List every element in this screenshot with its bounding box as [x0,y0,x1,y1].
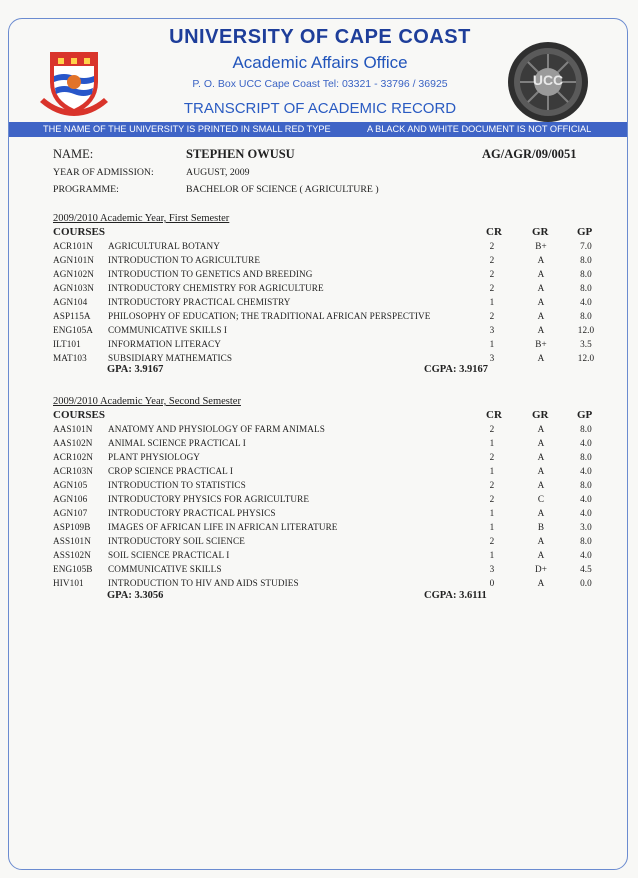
course-grade-point: 8.0 [580,424,592,434]
course-grade-point: 12.0 [577,353,595,363]
course-credit: 2 [489,452,495,462]
course-title: INTRODUCTORY PHYSICS FOR AGRICULTURE [108,494,310,504]
cr-header-2: CR [486,409,502,421]
student-id: AG/AGR/09/0051 [482,147,577,161]
course-title: AGRICULTURAL BOTANY [108,241,221,251]
course-grade: A [537,480,545,490]
course-credit: 2 [489,283,495,293]
course-grade-point: 4.0 [580,494,592,504]
course-title: CROP SCIENCE PRACTICAL I [108,466,233,476]
course-credit: 1 [489,508,495,518]
course-grade: A [537,297,545,307]
course-title: INTRODUCTION TO AGRICULTURE [108,255,261,265]
course-credit: 2 [489,536,495,546]
course-title: INTRODUCTION TO GENETICS AND BREEDING [108,269,313,279]
course-credit: 3 [489,564,495,574]
course-grade-point: 4.0 [580,438,592,448]
course-title: INTRODUCTION TO STATISTICS [108,480,246,490]
course-grade: B+ [535,339,547,349]
course-grade: C [537,494,545,504]
course-grade-point: 8.0 [580,311,592,321]
course-title: INTRODUCTORY CHEMISTRY FOR AGRICULTURE [108,283,324,293]
course-grade-point: 8.0 [580,255,592,265]
office-name: Academic Affairs Office [232,53,408,72]
course-credit: 1 [489,522,495,532]
course-grade: B+ [535,241,547,251]
course-code: AAS101N [53,424,93,434]
course-grade-point: 8.0 [580,283,592,293]
security-banner [9,122,627,137]
course-title: INFORMATION LITERACY [108,339,222,349]
course-grade: A [537,508,545,518]
course-grade: A [537,325,545,335]
course-credit: 1 [489,297,495,307]
course-grade: A [537,466,545,476]
course-grade-point: 8.0 [580,452,592,462]
gp-header-2: GP [577,409,593,421]
course-title: ANATOMY AND PHYSIOLOGY OF FARM ANIMALS [108,424,325,434]
course-grade: D+ [534,564,548,574]
admission-value: AUGUST, 2009 [186,167,250,178]
university-name: UNIVERSITY OF CAPE COAST [169,26,471,48]
course-grade-point: 0.0 [580,578,592,588]
name-label: NAME: [53,147,94,161]
course-title: COMMUNICATIVE SKILLS [108,564,222,574]
semester-1-gpa: GPA: 3.9167 [107,364,164,375]
course-grade-point: 3.5 [580,339,592,349]
semester-2-title: 2009/2010 Academic Year, Second Semester [53,396,241,407]
course-grade-point: 4.0 [580,508,592,518]
university-crest-logo [36,42,112,118]
course-grade: A [537,452,545,462]
course-grade: B [537,522,545,532]
course-grade: A [537,536,545,546]
course-title: INTRODUCTION TO HIV AND AIDS STUDIES [108,578,299,588]
course-title: INTRODUCTORY PRACTICAL CHEMISTRY [108,297,291,307]
course-credit: 2 [489,480,495,490]
student-name: STEPHEN OWUSU [186,147,295,161]
course-code: ASP115A [53,311,91,321]
course-code: ILT101 [53,339,81,349]
programme-value: BACHELOR OF SCIENCE ( AGRICULTURE ) [186,184,379,195]
gp-header: GP [577,226,593,238]
course-title: INTRODUCTORY SOIL SCIENCE [108,536,245,546]
banner-left-text: THE NAME OF THE UNIVERSITY IS PRINTED IN SMALL RED TYPE [43,124,331,134]
semester-1-cgpa: CGPA: 3.9167 [424,364,488,375]
course-grade: A [537,311,545,321]
course-title: SUBSIDIARY MATHEMATICS [108,353,233,363]
course-code: HIV101 [53,578,84,588]
course-code: MAT103 [53,353,87,363]
course-credit: 3 [489,325,495,335]
course-code: ASS101N [53,536,91,546]
course-grade: A [537,550,545,560]
course-code: ACR101N [53,241,94,251]
course-code: ENG105B [53,564,93,574]
courses-header: COURSES [53,226,105,238]
semester-1-title: 2009/2010 Academic Year, First Semester [53,213,230,224]
course-grade: A [537,283,545,293]
course-credit: 2 [489,269,495,279]
document-title: TRANSCRIPT OF ACADEMIC RECORD [183,100,457,117]
seal-text: UCC [532,72,564,88]
course-code: AGN101N [53,255,95,265]
course-code: AGN102N [53,269,95,279]
admission-label: YEAR OF ADMISSION: [53,167,154,178]
course-code: AGN104 [53,297,88,307]
course-grade-point: 8.0 [580,269,592,279]
course-credit: 1 [489,550,495,560]
cr-header: CR [486,226,502,238]
course-credit: 2 [489,255,495,265]
course-grade: A [537,255,545,265]
courses-header-2: COURSES [53,409,105,421]
course-title: PLANT PHYSIOLOGY [108,452,201,462]
course-code: AGN107 [53,508,88,518]
course-grade-point: 4.0 [580,550,592,560]
course-grade-point: 4.0 [580,466,592,476]
course-code: AGN103N [53,283,95,293]
course-grade-point: 7.0 [580,241,592,251]
banner-right-text: A BLACK AND WHITE DOCUMENT IS NOT OFFICIAL [367,124,592,134]
programme-label: PROGRAMME: [53,184,119,195]
course-grade-point: 8.0 [580,480,592,490]
course-code: ENG105A [53,325,93,335]
course-credit: 1 [489,438,495,448]
course-credit: 2 [489,494,495,504]
course-grade: A [537,578,545,588]
course-title: COMMUNICATIVE SKILLS I [108,325,228,335]
gr-header-2: GR [532,409,549,421]
course-code: AGN106 [53,494,88,504]
course-code: ASP109B [53,522,91,532]
course-grade-point: 4.5 [580,564,592,574]
course-title: INTRODUCTORY PRACTICAL PHYSICS [108,508,276,518]
semester-2-cgpa: CGPA: 3.6111 [424,590,487,601]
course-grade: A [537,424,545,434]
semester-2-gpa: GPA: 3.3056 [107,590,164,601]
course-grade: A [537,269,545,279]
course-code: ASS102N [53,550,91,560]
course-credit: 2 [489,311,495,321]
course-code: AAS102N [53,438,93,448]
course-grade: A [537,438,545,448]
course-title: SOIL SCIENCE PRACTICAL I [108,550,230,560]
course-code: AGN105 [53,480,88,490]
course-grade-point: 12.0 [577,325,595,335]
course-grade-point: 4.0 [580,297,592,307]
course-code: ACR103N [53,466,94,476]
office-address: P. O. Box UCC Cape Coast Tel: 03321 - 33796 / 36925 [192,78,448,90]
course-grade-point: 3.0 [580,522,592,532]
course-credit: 1 [489,466,495,476]
course-title: IMAGES OF AFRICAN LIFE IN AFRICAN LITERATURE [108,522,338,532]
course-credit: 3 [489,353,495,363]
course-title: PHILOSOPHY OF EDUCATION; THE TRADITIONAL AFRICAN PERSPECTIVE [108,311,431,321]
course-credit: 2 [489,424,495,434]
course-credit: 2 [489,241,495,251]
gr-header: GR [532,226,549,238]
course-title: ANIMAL SCIENCE PRACTICAL I [108,438,246,448]
course-grade: A [537,353,545,363]
course-code: ACR102N [53,452,94,462]
course-grade-point: 8.0 [580,536,592,546]
course-credit: 0 [489,578,495,588]
course-credit: 1 [489,339,495,349]
